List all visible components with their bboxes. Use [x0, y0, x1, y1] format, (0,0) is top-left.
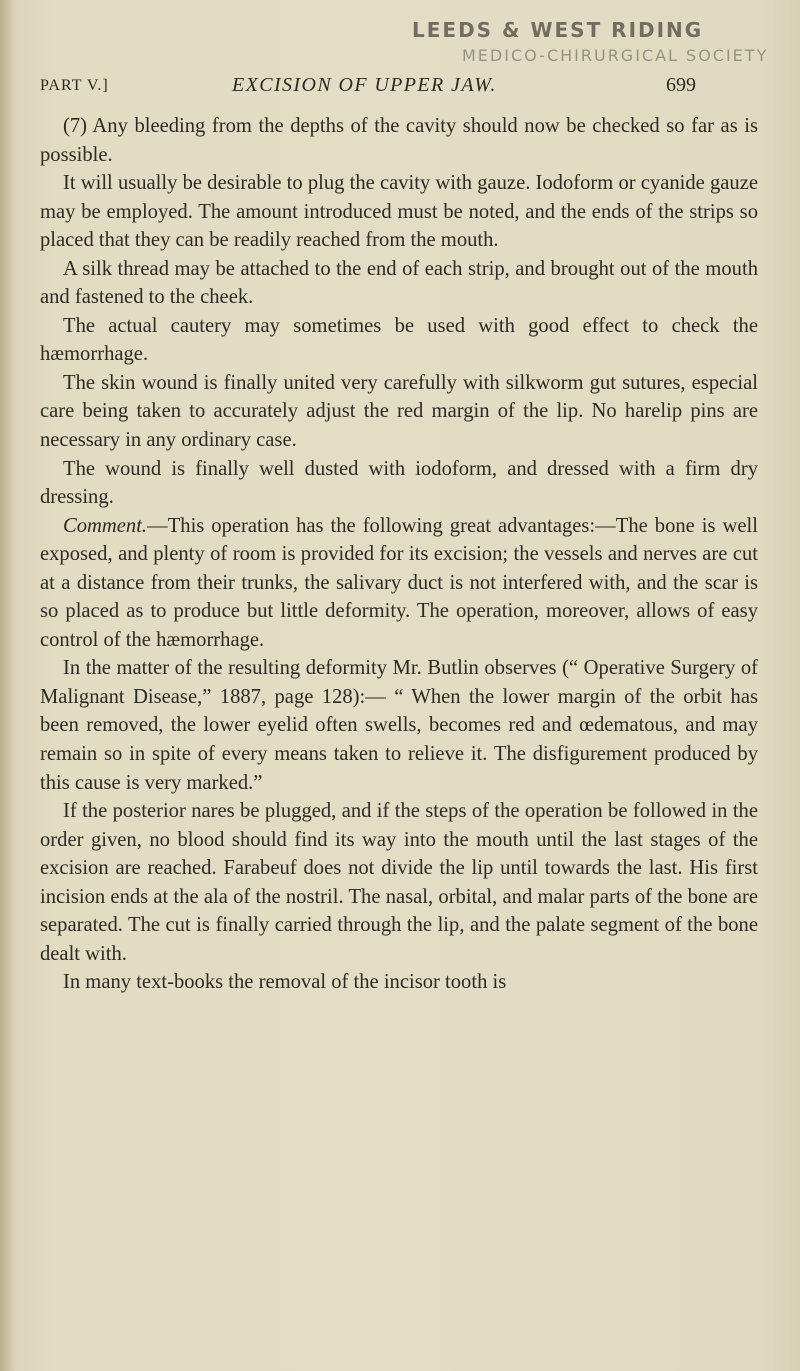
library-stamp-line1: LEEDS & WEST RIDING — [412, 18, 704, 42]
paragraph-comment: Comment.—This operation has the following great advantages:—The bone is well exposed, and plenty of room is provided for its excision; the vessels and nerves are cut at a distance from their trunks, the salivary duct is not interfered with, and the scar is so placed as to produce but little deformity. The operation, moreover, allows of easy control of the hæmorrhage. — [40, 514, 758, 651]
paragraph: In many text-books the removal of the incisor tooth is — [63, 971, 507, 994]
page-gutter-shadow — [0, 0, 14, 1371]
body-text — [40, 112, 758, 997]
paragraph: (7) Any bleeding from the depths of the cavity should now be checked so far as is possible. — [40, 115, 758, 166]
paragraph: The skin wound is finally united very carefully with silkworm gut sutures, especial care being taken to accurately adjust the red margin of the lip. No harelip pins are necessary in any ordinary case. — [40, 371, 758, 452]
comment-lead: Comment. — [63, 514, 148, 537]
running-header — [0, 74, 800, 102]
paragraph: It will usually be desirable to plug the cavity with gauze. Iodoform or cyanide gauze may be employed. The amount introduced must be noted, and the ends of the strips so placed that they can be readily reached from the mouth. — [40, 172, 758, 252]
paragraph: The actual cautery may sometimes be used with good effect to check the hæmorrhage. — [40, 314, 758, 366]
page-number: 699 — [666, 74, 696, 96]
paragraph: If the posterior nares be plugged, and if the steps of the operation be followed in the order given, no blood should find its way into the mouth until the last stages of the excision are reached. Farabeuf does not divide the lip until towards the last. His first incision ends at the ala of the nostril. The nasal, orbital, and malar parts of the bone are separated. The cut is finally carried through the lip, and the palate segment of the bone dealt with. — [40, 800, 758, 965]
running-title: EXCISION OF UPPER JAW. — [232, 74, 497, 96]
part-label: PART V.] — [40, 77, 109, 94]
library-stamp — [412, 18, 792, 65]
library-stamp-line2: MEDICO-CHIRURGICAL SOCIETY — [462, 46, 769, 65]
paragraph: A silk thread may be attached to the end of each strip, and brought out of the mouth and fastened to the cheek. — [40, 257, 758, 309]
paragraph: In the matter of the resulting deformity Mr. Butlin observes (“ Operative Surgery of Malignant Disease,” 1887, page 128):— “ When the lower margin of the orbit has been removed, the lower eyelid often swells, becomes red and œdematous, and may remain so in spite of every means taken to relieve it. The disfigurement produced by this cause is very marked.” — [40, 657, 758, 794]
paragraph: The wound is finally well dusted with iodoform, and dressed with a firm dry dressing. — [40, 457, 758, 509]
